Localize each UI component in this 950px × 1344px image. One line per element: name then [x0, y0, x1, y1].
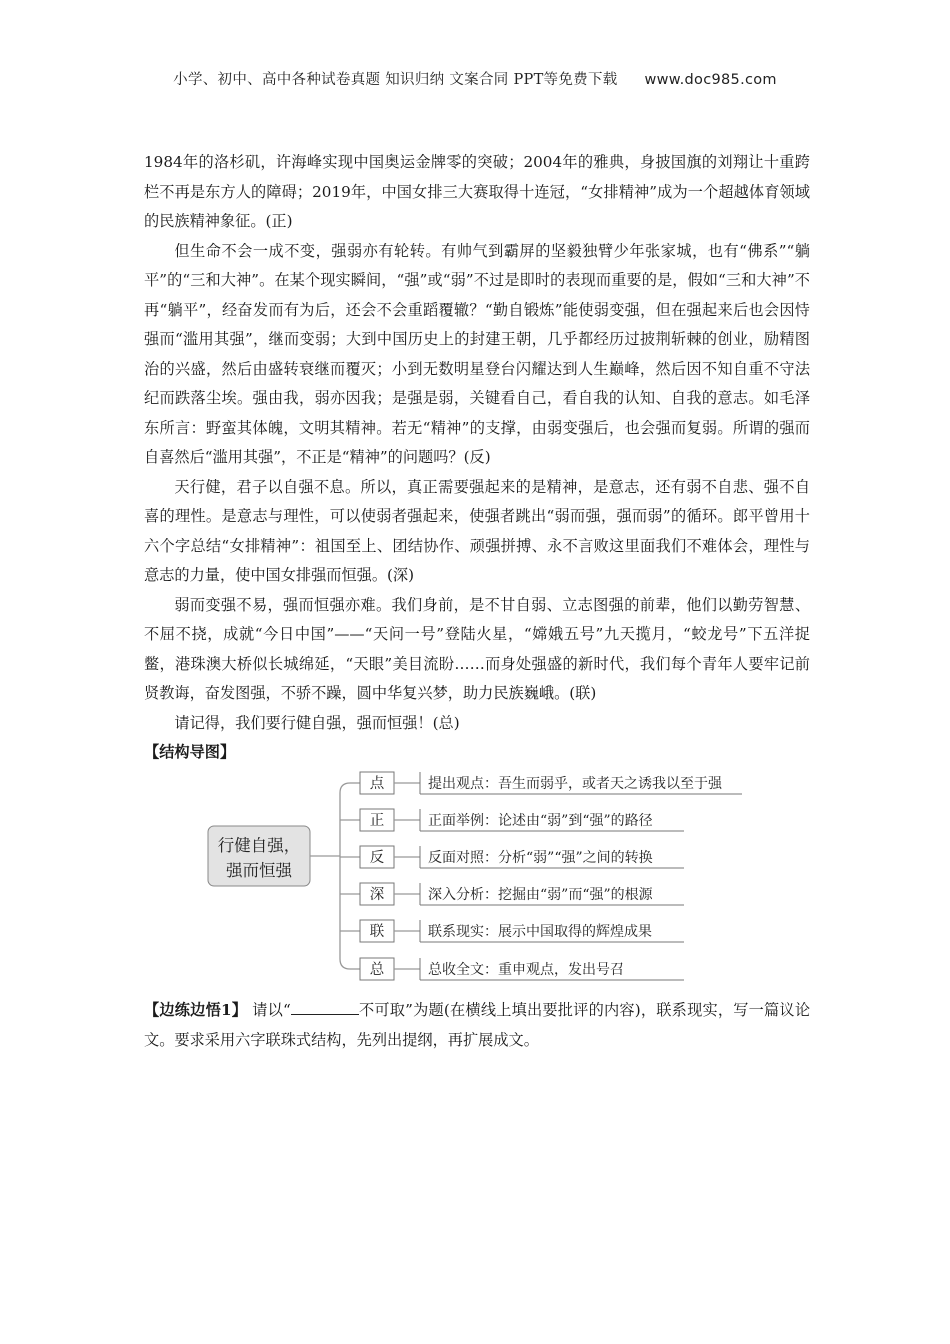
- paragraph-zheng: 1984年的洛杉矶，许海峰实现中国奥运金牌零的突破；2004年的雅典，身披国旗的刘翔让十重跨栏不再是东方人的障碍；2019年，中国女排三大赛取得十连冠，“女排精神”成为一个超越体育领域的民族精神象征。(正): [144, 153, 810, 230]
- exercise-after-blank: 不可取”为题(在横线上填出要批评的内容)，联系现实，写一篇议论文。要求采用六字联珠式结构，先列出提纲，再扩展成文。: [144, 1001, 811, 1049]
- paragraph-zong: 请记得，我们要行健自强，强而恒强！(总): [174, 713, 460, 732]
- mindmap-root-line2: 强而恒强: [226, 861, 292, 880]
- header-text: 小学、初中、高中各种试卷真题 知识归纳 文案合同 PPT等免费下载: [173, 72, 618, 88]
- mindmap-svg: [144, 769, 810, 989]
- mindmap-desc: 深入分析：挖掘由“弱”而“强”的根源: [428, 887, 653, 903]
- paragraph-shen: 天行健，君子以自强不息。所以，真正需要强起来的是精神，是意志，还有弱不自悲、强不自喜的理性。是意志与理性，可以使弱者强起来，使强者跳出“弱而强，强而弱”的循环。郎平曾用十六个字总结“女排精神”：祖国至上、团结协作、顽强拼搏、永不言败这里面我们不难体会，理性与意志的力量，使中国女排强而恒强。(深): [144, 477, 810, 584]
- mindmap-trunk: [340, 783, 350, 969]
- mindmap-desc: 反面对照：分析“弱”“强”之间的转换: [428, 850, 653, 866]
- exercise-tag: 【边练边悟1】: [144, 1001, 248, 1019]
- mindmap-tag: 深: [369, 887, 385, 903]
- structure-heading: 【结构导图】: [144, 743, 236, 761]
- mindmap-tag: 总: [369, 962, 385, 978]
- mindmap-tag: 正: [369, 813, 385, 829]
- mindmap-desc: 正面举例：论述由“弱”到“强”的路径: [428, 813, 653, 829]
- mindmap-tag: 联: [369, 924, 385, 940]
- mindmap-desc: 提出观点：吾生而弱乎，或者天之诱我以至于强: [428, 776, 722, 792]
- mindmap-tag: 反: [369, 850, 385, 866]
- mindmap-tag: 点: [369, 776, 385, 792]
- header-site[interactable]: www.doc985.com: [644, 72, 777, 88]
- mindmap-desc: 联系现实：展示中国取得的辉煌成果: [428, 924, 652, 940]
- document-body: [144, 148, 810, 1055]
- paragraph-lian: 弱而变强不易，强而恒强亦难。我们身前，是不甘自弱、立志图强的前辈，他们以勤劳智慧、不屈不挠，成就“今日中国”——“天问一号”登陆火星，“嫦娥五号”九天揽月，“蛟龙号”下五洋捉鳖，港珠澳大桥似长城绵延，“天眼”美目流盼……而身处强盛的新时代，我们每个青年人要牢记前贤教诲，奋发图强，不骄不躁，圆中华复兴梦，助力民族巍峨。(联): [144, 595, 810, 702]
- mindmap-root-line1: 行健自强，: [217, 836, 301, 855]
- exercise-blank[interactable]: [291, 1000, 359, 1015]
- exercise-prompt: [144, 995, 810, 1055]
- mindmap-desc: 总收全文：重申观点，发出号召: [428, 962, 624, 978]
- exercise-before-blank: 请以“: [252, 1001, 291, 1019]
- structure-mindmap: [144, 769, 810, 989]
- paragraph-fan: 但生命不会一成不变，强弱亦有轮转。有帅气到霸屏的坚毅独臂少年张家城，也有“佛系”“躺平”的“三和大神”。在某个现实瞬间，“强”或“弱”不过是即时的表现而重要的是，假如“三和大神”不再“躺平”，经奋发而有为后，还会不会重蹈覆辙？“勤自锻炼”能使弱变强，但在强起来后也会因恃强而“滥用其强”，继而变弱；大到中国历史上的封建王朝，几乎都经历过披荆斩棘的创业，励精图治的兴盛，然后由盛转衰继而覆灭；小到无数明星登台闪耀达到人生巅峰，然后因不知自重不守法纪而跌落尘埃。强由我，弱亦因我；是强是弱，关键看自己，看自我的认知、自我的意志。如毛泽东所言：野蛮其体魄，文明其精神。若无“精神”的支撑，由弱变强后，也会强而复弱。所谓的强而自喜然后“滥用其强”，不正是“精神”的问题吗？(反): [144, 241, 810, 466]
- page-header: [0, 68, 950, 89]
- mindmap-branches: [340, 772, 742, 980]
